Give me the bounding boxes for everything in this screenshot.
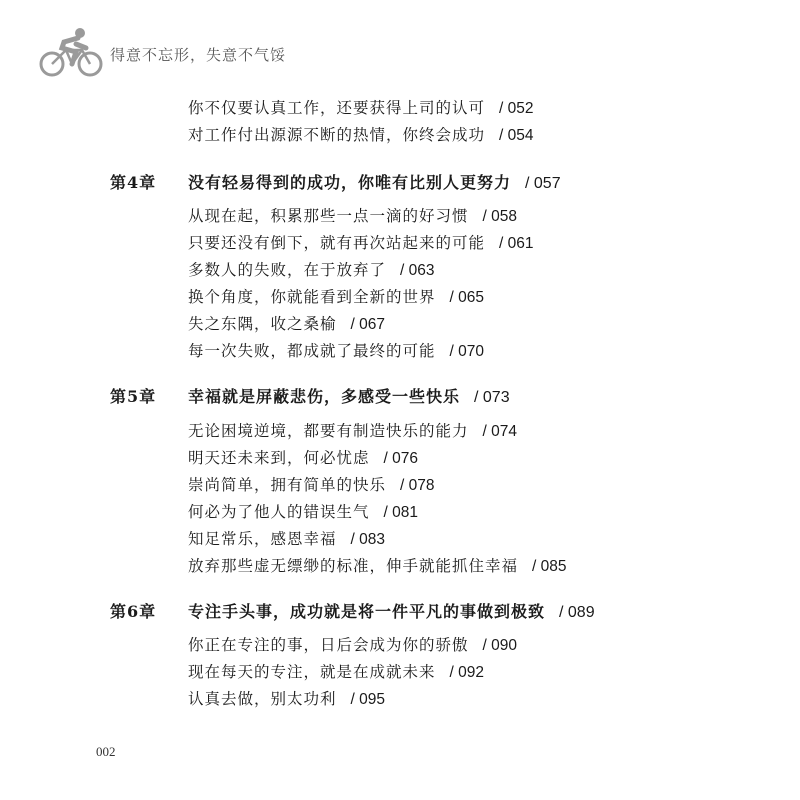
entry-title: 你正在专注的事，日后会成为你的骄傲 <box>188 636 469 654</box>
page-number: 002 <box>96 744 116 759</box>
chapter-number: 第6章 <box>110 602 157 621</box>
chapter-page: / 057 <box>525 175 561 192</box>
entry-page: / 065 <box>449 289 484 306</box>
chapter-page: / 073 <box>474 389 510 406</box>
entry-page: / 074 <box>482 423 517 440</box>
chapter-heading <box>110 170 561 193</box>
entry-page: / 092 <box>449 664 484 681</box>
entry-title: 何必为了他人的错误生气 <box>188 503 370 521</box>
toc-entry <box>188 500 418 522</box>
entry-page: / 070 <box>449 343 484 360</box>
toc-entry <box>188 285 484 307</box>
toc-entry <box>188 687 385 709</box>
entry-title: 知足常乐，感恩幸福 <box>188 530 337 548</box>
entry-page: / 083 <box>350 531 385 548</box>
entry-page: / 078 <box>400 477 435 494</box>
entry-title: 多数人的失败，在于放弃了 <box>188 261 387 279</box>
entry-page: / 054 <box>499 127 534 144</box>
entry-title: 失之东隅，收之桑榆 <box>188 315 337 333</box>
toc-entry <box>188 419 517 441</box>
toc-entry <box>188 123 534 145</box>
chapter-title: 没有轻易得到的成功，你唯有比别人更努力 <box>188 173 512 192</box>
entry-page: / 061 <box>499 235 534 252</box>
toc-entry <box>188 204 517 226</box>
entry-page: / 095 <box>350 691 385 708</box>
entry-title: 无论困境逆境，都要有制造快乐的能力 <box>188 422 469 440</box>
entry-title: 明天还未来到，何必忧虑 <box>188 449 370 467</box>
toc-entry <box>188 312 385 334</box>
toc-entry <box>188 473 435 495</box>
entry-page: / 067 <box>350 316 385 333</box>
entry-title: 现在每天的专注，就是在成就未来 <box>188 663 436 681</box>
toc-entry <box>188 527 385 549</box>
chapter-number: 第4章 <box>110 173 157 192</box>
entry-title: 你不仅要认真工作，还要获得上司的认可 <box>188 99 486 117</box>
entry-title: 只要还没有倒下，就有再次站起来的可能 <box>188 234 486 252</box>
entry-title: 换个角度，你就能看到全新的世界 <box>188 288 436 306</box>
toc-entry <box>188 446 418 468</box>
page-tagline: 得意不忘形，失意不气馁 <box>110 46 287 64</box>
entry-title: 对工作付出源源不断的热情，你终会成功 <box>188 126 486 144</box>
entry-title: 每一次失败，都成就了最终的可能 <box>188 342 436 360</box>
toc-entry <box>188 339 484 361</box>
chapter-number: 第5章 <box>110 387 157 406</box>
toc-entry <box>188 258 435 280</box>
toc-entry <box>188 231 534 253</box>
entry-page: / 090 <box>482 637 517 654</box>
entry-title: 放弃那些虚无缥缈的标准，伸手就能抓住幸福 <box>188 557 519 575</box>
chapter-title: 幸福就是屏蔽悲伤，多感受一些快乐 <box>188 387 461 406</box>
entry-page: / 052 <box>499 100 534 117</box>
entry-title: 认真去做，别太功利 <box>188 690 337 708</box>
entry-page: / 085 <box>532 558 567 575</box>
entry-page: / 076 <box>383 450 418 467</box>
toc-entry <box>188 633 517 655</box>
entry-page: / 063 <box>400 262 435 279</box>
entry-page: / 081 <box>383 504 418 521</box>
entry-title: 崇尚简单，拥有简单的快乐 <box>188 476 387 494</box>
toc-entry <box>188 96 534 118</box>
chapter-heading <box>110 384 510 407</box>
entry-title: 从现在起，积累那些一点一滴的好习惯 <box>188 207 469 225</box>
chapter-page: / 089 <box>559 604 595 621</box>
chapter-heading <box>110 599 595 622</box>
chapter-title: 专注手头事，成功就是将一件平凡的事做到极致 <box>188 602 546 621</box>
toc-entry <box>188 554 567 576</box>
entry-page: / 058 <box>482 208 517 225</box>
toc-entry <box>188 660 484 682</box>
